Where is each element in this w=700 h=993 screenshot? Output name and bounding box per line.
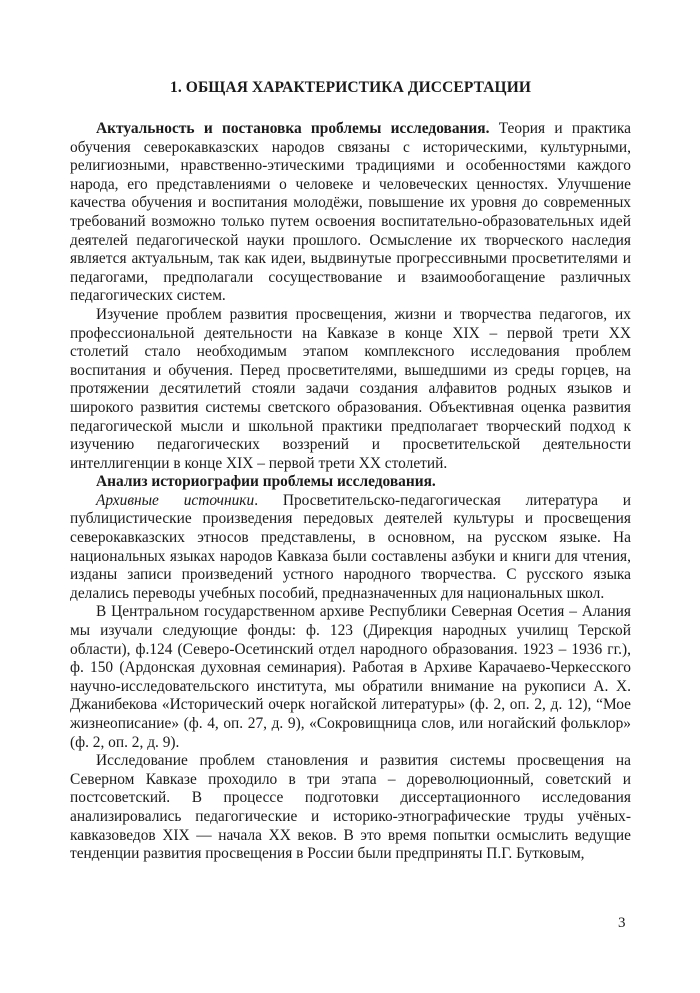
page-body: [70, 78, 631, 864]
paragraph-research-stages: Исследование проблем становления и развития системы просвещения на Северном Кавказе проходило в три этапа – дореволюционный, советский и постсоветский. В процессе подготовки диссертационного исследования анализировались педагогические и историко-этнографические труды учёных-кавказоведов XIX — начала XX веков. В это время попытки осмыслить ведущие тенденции развития просвещения в России были предприняты П.Г. Бутковым,: [70, 752, 631, 863]
archive-sources-text: . Просветительско-педагогическая литература и публицистические произведения передовых деятелей культуры и просвещения северокавказских этносов представлены, в основном, на русском языке. На национальных языках народов Кавказа были составлены азбуки и книги для чтения, изданы записи произведений устного народного творчества. С русского языка делались переводы учебных пособий, предназначенных для национальных школ.: [70, 491, 631, 602]
archive-sources-label: Архивные источники: [96, 491, 255, 509]
historiography-heading: Анализ историографии проблемы исследования.: [96, 473, 436, 491]
paragraph-study-problems: Изучение проблем развития просвещения, жизни и творчества педагогов, их профессиональной деятельности на Кавказе в конце XIX – первой трети XX столетий стало необходимым этапом комплексного исследования проблем воспитания и обучения. Перед просветителями, вышедшими из среды горцев, на протяжении десятилетий стояли задачи создания алфавитов родных языков и широкого развития системы светского образования. Объективная оценка развития педагогической мысли и школьной практики предполагает творческий подход к изучению педагогических воззрений и просветительской деятельности интеллигенции в конце XIX – первой трети XX столетий.: [70, 305, 631, 472]
section-title: 1. ОБЩАЯ ХАРАКТЕРИСТИКА ДИССЕРТАЦИИ: [169, 79, 532, 96]
paragraph-archive-sources: [70, 492, 631, 604]
relevance-heading: Актуальность и постановка проблемы исследования.: [96, 120, 490, 137]
paragraph-central-archive: В Центральном государственном архиве Республики Северная Осетия – Алания мы изучали следующие фонды: ф. 123 (Дирекция народных училищ Терской области), ф.124 (Северо-Осетинский отдел народного образования. 1923 – 1936 гг.), ф. 150 (Ардонская духовная семинария). Работая в Архиве Карачаево-Черкесского научно-исследовательского института, мы обратили внимание на рукописи А. Х. Джанибекова «Исторический очерк ногайской литературы» (ф. 2, оп. 2, д. 12), “Мое жизнеописание» (ф. 4, оп. 27, д. 9), «Сокровищница слов, или ногайский фольклор» (ф. 2, оп. 2, д. 9).: [70, 603, 631, 751]
relevance-text: Теория и практика обучения северокавказских народов связаны с историческими, культурными, религиозными, нравственно-этическими традициями и особенностями каждого народа, его представлениями о человеке и человеческих ценностях. Улучшение качества обучения и воспитания молодёжи, повышение их уровня до современных требований возможно только путем освоения воспитательно-образовательных идей деятелей педагогической науки прошлого. Осмысление их творческого наследия является актуальным, так как идеи, выдвинутые прогрессивными просветителями и педагогами, предполагали сосуществование и взаимообогащение различных педагогических систем.: [70, 120, 631, 305]
page-number: 3: [618, 915, 626, 931]
paragraph-relevance: [70, 120, 631, 306]
